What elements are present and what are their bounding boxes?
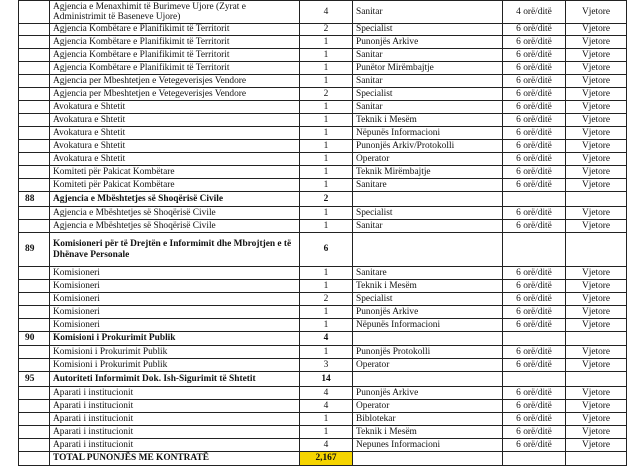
institution-name: Aparati i institucionit: [50, 387, 300, 400]
section-row: [19, 332, 627, 346]
employee-count: 1: [300, 220, 353, 233]
row-number: [19, 280, 50, 293]
contract-period: Vjetore: [566, 1, 627, 24]
institution-name: Aparati i institucionit: [50, 439, 300, 452]
institution-name: Komisioneri: [50, 319, 300, 332]
position-title: Teknik i Mesëm: [353, 280, 503, 293]
institution-name: Komiteti për Pakicat Kombëtare: [50, 179, 300, 192]
row-number: [19, 346, 50, 359]
work-hours: 6 orë/ditë: [503, 346, 566, 359]
table-row: [19, 62, 627, 75]
contract-period: Vjetore: [566, 319, 627, 332]
employee-count: 1: [300, 179, 353, 192]
position-title: Nëpunës Informacioni: [353, 127, 503, 140]
table-row: [19, 101, 627, 114]
table-row: [19, 426, 627, 439]
employee-count: 1: [300, 49, 353, 62]
contract-period: Vjetore: [566, 413, 627, 426]
work-hours: 6 orë/ditë: [503, 88, 566, 101]
position-title: Specialist: [353, 24, 503, 36]
employee-count: 1: [300, 319, 353, 332]
contract-period: Vjetore: [566, 293, 627, 306]
contract-period: Vjetore: [566, 267, 627, 280]
institution-name: TOTAL PUNONJËS ME KONTRATË: [50, 452, 300, 466]
position-title: [353, 372, 503, 387]
employee-count: 2,167: [300, 452, 353, 466]
institution-name: Agjencia Kombëtare e Planifikimit të Territorit: [50, 36, 300, 49]
contract-period: Vjetore: [566, 153, 627, 166]
contract-period: Vjetore: [566, 179, 627, 192]
employee-count: 1: [300, 114, 353, 127]
row-number: [19, 88, 50, 101]
row-number: [19, 36, 50, 49]
employee-count: 1: [300, 413, 353, 426]
row-number: [19, 452, 50, 466]
table-row: [19, 400, 627, 413]
row-number: [19, 114, 50, 127]
row-number: [19, 293, 50, 306]
row-number: [19, 267, 50, 280]
position-title: Sanitar: [353, 75, 503, 88]
employee-count: 1: [300, 62, 353, 75]
contract-period: Vjetore: [566, 387, 627, 400]
row-number: 88: [19, 192, 50, 207]
table-row: [19, 1, 627, 24]
row-number: [19, 140, 50, 153]
position-title: Sanitar: [353, 220, 503, 233]
institution-name: Aparati i institucionit: [50, 400, 300, 413]
institution-name: Autoriteti Informimit Dok. Ish-Sigurimit të Shtetit: [50, 372, 300, 387]
employee-count: 4: [300, 439, 353, 452]
institution-name: Komisioneri: [50, 293, 300, 306]
contract-period: Vjetore: [566, 306, 627, 319]
row-number: [19, 306, 50, 319]
position-title: Operator: [353, 153, 503, 166]
employee-count: 1: [300, 207, 353, 220]
institution-name: Agjencia Kombëtare e Planifikimit të Territorit: [50, 24, 300, 36]
contract-period: [566, 332, 627, 346]
position-title: Sanitar: [353, 101, 503, 114]
work-hours: 6 orë/ditë: [503, 267, 566, 280]
table-row: [19, 267, 627, 280]
contract-period: [566, 452, 627, 466]
contract-period: Vjetore: [566, 439, 627, 452]
position-title: Sanitare: [353, 267, 503, 280]
table-row: [19, 49, 627, 62]
contract-period: Vjetore: [566, 24, 627, 36]
row-number: 89: [19, 233, 50, 267]
contract-period: [566, 372, 627, 387]
position-title: Punonjës Arkive: [353, 36, 503, 49]
position-title: Nëpunës Informacioni: [353, 319, 503, 332]
institution-name: Avokatura e Shtetit: [50, 153, 300, 166]
contract-period: [566, 233, 627, 267]
table-row: [19, 75, 627, 88]
position-title: Teknik Mirëmbajtje: [353, 166, 503, 179]
work-hours: [503, 332, 566, 346]
institution-name: Agjencia per Mbeshtetjen e Vetegeverisjes Vendore: [50, 75, 300, 88]
work-hours: 6 orë/ditë: [503, 293, 566, 306]
row-number: [19, 207, 50, 220]
row-number: [19, 24, 50, 36]
table-row: [19, 293, 627, 306]
work-hours: 6 orë/ditë: [503, 127, 566, 140]
work-hours: 6 orë/ditë: [503, 319, 566, 332]
employee-count: 2: [300, 24, 353, 36]
contract-period: Vjetore: [566, 101, 627, 114]
position-title: [353, 233, 503, 267]
employee-count: 1: [300, 166, 353, 179]
table-row: [19, 359, 627, 372]
work-hours: 6 orë/ditë: [503, 220, 566, 233]
position-title: [353, 332, 503, 346]
work-hours: 6 orë/ditë: [503, 36, 566, 49]
institution-name: Komisioneri: [50, 280, 300, 293]
employee-count: 4: [300, 400, 353, 413]
row-number: [19, 179, 50, 192]
work-hours: 6 orë/ditë: [503, 426, 566, 439]
row-number: [19, 439, 50, 452]
employee-count: 1: [300, 306, 353, 319]
employee-count: 1: [300, 140, 353, 153]
contract-period: Vjetore: [566, 207, 627, 220]
work-hours: 6 orë/ditë: [503, 207, 566, 220]
contracts-table: [18, 0, 627, 466]
total-row: [19, 452, 627, 466]
institution-name: Agjencia e Mbështetjes së Shoqërisë Civile: [50, 192, 300, 207]
contract-period: Vjetore: [566, 220, 627, 233]
employee-count: 14: [300, 372, 353, 387]
table-row: [19, 179, 627, 192]
institution-name: Agjencia e Mbështetjes së Shoqërisë Civile: [50, 207, 300, 220]
work-hours: 6 orë/ditë: [503, 24, 566, 36]
section-row: [19, 233, 627, 267]
position-title: Operator: [353, 359, 503, 372]
table-row: [19, 413, 627, 426]
institution-name: Agjencia e Mbështetjes së Shoqërisë Civile: [50, 220, 300, 233]
employee-count: 1: [300, 127, 353, 140]
contract-period: Vjetore: [566, 75, 627, 88]
work-hours: 6 orë/ditë: [503, 166, 566, 179]
table-row: [19, 140, 627, 153]
contract-period: Vjetore: [566, 36, 627, 49]
row-number: [19, 166, 50, 179]
position-title: Operator: [353, 400, 503, 413]
table-row: [19, 319, 627, 332]
row-number: [19, 400, 50, 413]
table-row: [19, 88, 627, 101]
institution-name: Komisioni i Prokurimit Publik: [50, 359, 300, 372]
work-hours: 6 orë/ditë: [503, 387, 566, 400]
work-hours: [503, 452, 566, 466]
work-hours: [503, 372, 566, 387]
position-title: Specialist: [353, 207, 503, 220]
section-row: [19, 192, 627, 207]
institution-name: Agjencia Kombëtare e Planifikimit të Territorit: [50, 62, 300, 75]
institution-name: Avokatura e Shtetit: [50, 114, 300, 127]
row-number: [19, 426, 50, 439]
row-number: [19, 387, 50, 400]
contract-period: Vjetore: [566, 127, 627, 140]
contract-period: Vjetore: [566, 62, 627, 75]
institution-name: Komisioni i Prokurimit Publik: [50, 346, 300, 359]
employee-count: 1: [300, 153, 353, 166]
employee-count: 1: [300, 426, 353, 439]
contract-period: Vjetore: [566, 400, 627, 413]
institution-name: Komiteti për Pakicat Kombëtare: [50, 166, 300, 179]
institution-name: Komisioneri për të Drejtën e Informimit dhe Mbrojtjen e të Dhënave Personale: [50, 233, 300, 267]
employee-count: 4: [300, 1, 353, 24]
row-number: 95: [19, 372, 50, 387]
institution-name: Agjencia Kombëtare e Planifikimit të Territorit: [50, 49, 300, 62]
work-hours: 6 orë/ditë: [503, 114, 566, 127]
work-hours: 6 orë/ditë: [503, 306, 566, 319]
position-title: Punonjës Arkive: [353, 387, 503, 400]
table-row: [19, 280, 627, 293]
contract-period: Vjetore: [566, 346, 627, 359]
position-title: Punonjës Arkiv/Protokolli: [353, 140, 503, 153]
position-title: Sanitar: [353, 49, 503, 62]
row-number: [19, 359, 50, 372]
row-number: [19, 49, 50, 62]
row-number: [19, 62, 50, 75]
institution-name: Aparati i institucionit: [50, 426, 300, 439]
employee-count: 1: [300, 36, 353, 49]
employee-count: 3: [300, 359, 353, 372]
table-row: [19, 220, 627, 233]
institution-name: Komisioneri: [50, 306, 300, 319]
row-number: [19, 75, 50, 88]
row-number: [19, 413, 50, 426]
position-title: Biblotekar: [353, 413, 503, 426]
work-hours: [503, 233, 566, 267]
work-hours: 6 orë/ditë: [503, 153, 566, 166]
position-title: [353, 192, 503, 207]
table-row: [19, 207, 627, 220]
institution-name: Agjencia e Menaxhimit të Burimeve Ujore (Zyrat e Administrimit të Baseneve Ujore): [50, 1, 300, 24]
contract-period: Vjetore: [566, 166, 627, 179]
row-number: 90: [19, 332, 50, 346]
contract-period: Vjetore: [566, 280, 627, 293]
employee-count: 2: [300, 192, 353, 207]
employee-count: 2: [300, 88, 353, 101]
institution-name: Komisioneri: [50, 267, 300, 280]
contract-period: Vjetore: [566, 359, 627, 372]
work-hours: 6 orë/ditë: [503, 75, 566, 88]
position-title: Teknik i Mesëm: [353, 114, 503, 127]
contract-period: Vjetore: [566, 426, 627, 439]
employee-count: 4: [300, 387, 353, 400]
contract-period: Vjetore: [566, 88, 627, 101]
table-row: [19, 36, 627, 49]
position-title: Punonjës Arkive: [353, 306, 503, 319]
employee-count: 1: [300, 267, 353, 280]
table-row: [19, 114, 627, 127]
table-body: [19, 1, 627, 466]
work-hours: 4 orë/ditë: [503, 1, 566, 24]
position-title: [353, 452, 503, 466]
table-row: [19, 24, 627, 36]
employee-count: 1: [300, 346, 353, 359]
table-row: [19, 387, 627, 400]
row-number: [19, 1, 50, 24]
work-hours: 6 orë/ditë: [503, 49, 566, 62]
institution-name: Aparati i institucionit: [50, 413, 300, 426]
work-hours: 6 orë/ditë: [503, 179, 566, 192]
position-title: Sanitar: [353, 1, 503, 24]
institution-name: Komisioni i Prokurimit Publik: [50, 332, 300, 346]
table-row: [19, 439, 627, 452]
position-title: Sanitare: [353, 179, 503, 192]
employee-count: 1: [300, 280, 353, 293]
table-row: [19, 346, 627, 359]
work-hours: [503, 192, 566, 207]
position-title: Teknik i Mesëm: [353, 426, 503, 439]
employee-count: 1: [300, 75, 353, 88]
row-number: [19, 101, 50, 114]
position-title: Specialist: [353, 88, 503, 101]
position-title: Specialist: [353, 293, 503, 306]
position-title: Nepunes Informacioni: [353, 439, 503, 452]
institution-name: Avokatura e Shtetit: [50, 127, 300, 140]
work-hours: 6 orë/ditë: [503, 359, 566, 372]
row-number: [19, 220, 50, 233]
table-row: [19, 127, 627, 140]
table-row: [19, 306, 627, 319]
employee-count: 6: [300, 233, 353, 267]
section-row: [19, 372, 627, 387]
work-hours: 6 orë/ditë: [503, 62, 566, 75]
work-hours: 6 orë/ditë: [503, 280, 566, 293]
position-title: Punonjës Protokolli: [353, 346, 503, 359]
contract-period: Vjetore: [566, 140, 627, 153]
position-title: Punëtor Mirëmbajtje: [353, 62, 503, 75]
work-hours: 6 orë/ditë: [503, 413, 566, 426]
contract-period: Vjetore: [566, 114, 627, 127]
row-number: [19, 127, 50, 140]
work-hours: 6 orë/ditë: [503, 400, 566, 413]
row-number: [19, 319, 50, 332]
table-row: [19, 166, 627, 179]
work-hours: 6 orë/ditë: [503, 439, 566, 452]
employee-count: 2: [300, 293, 353, 306]
employee-count: 1: [300, 101, 353, 114]
work-hours: 6 orë/ditë: [503, 140, 566, 153]
institution-name: Avokatura e Shtetit: [50, 140, 300, 153]
contract-period: [566, 192, 627, 207]
employee-count: 4: [300, 332, 353, 346]
table-row: [19, 153, 627, 166]
institution-name: Agjencia per Mbeshtetjen e Vetegeverisjes Vendore: [50, 88, 300, 101]
institution-name: Avokatura e Shtetit: [50, 101, 300, 114]
row-number: [19, 153, 50, 166]
work-hours: 6 orë/ditë: [503, 101, 566, 114]
contract-period: Vjetore: [566, 49, 627, 62]
